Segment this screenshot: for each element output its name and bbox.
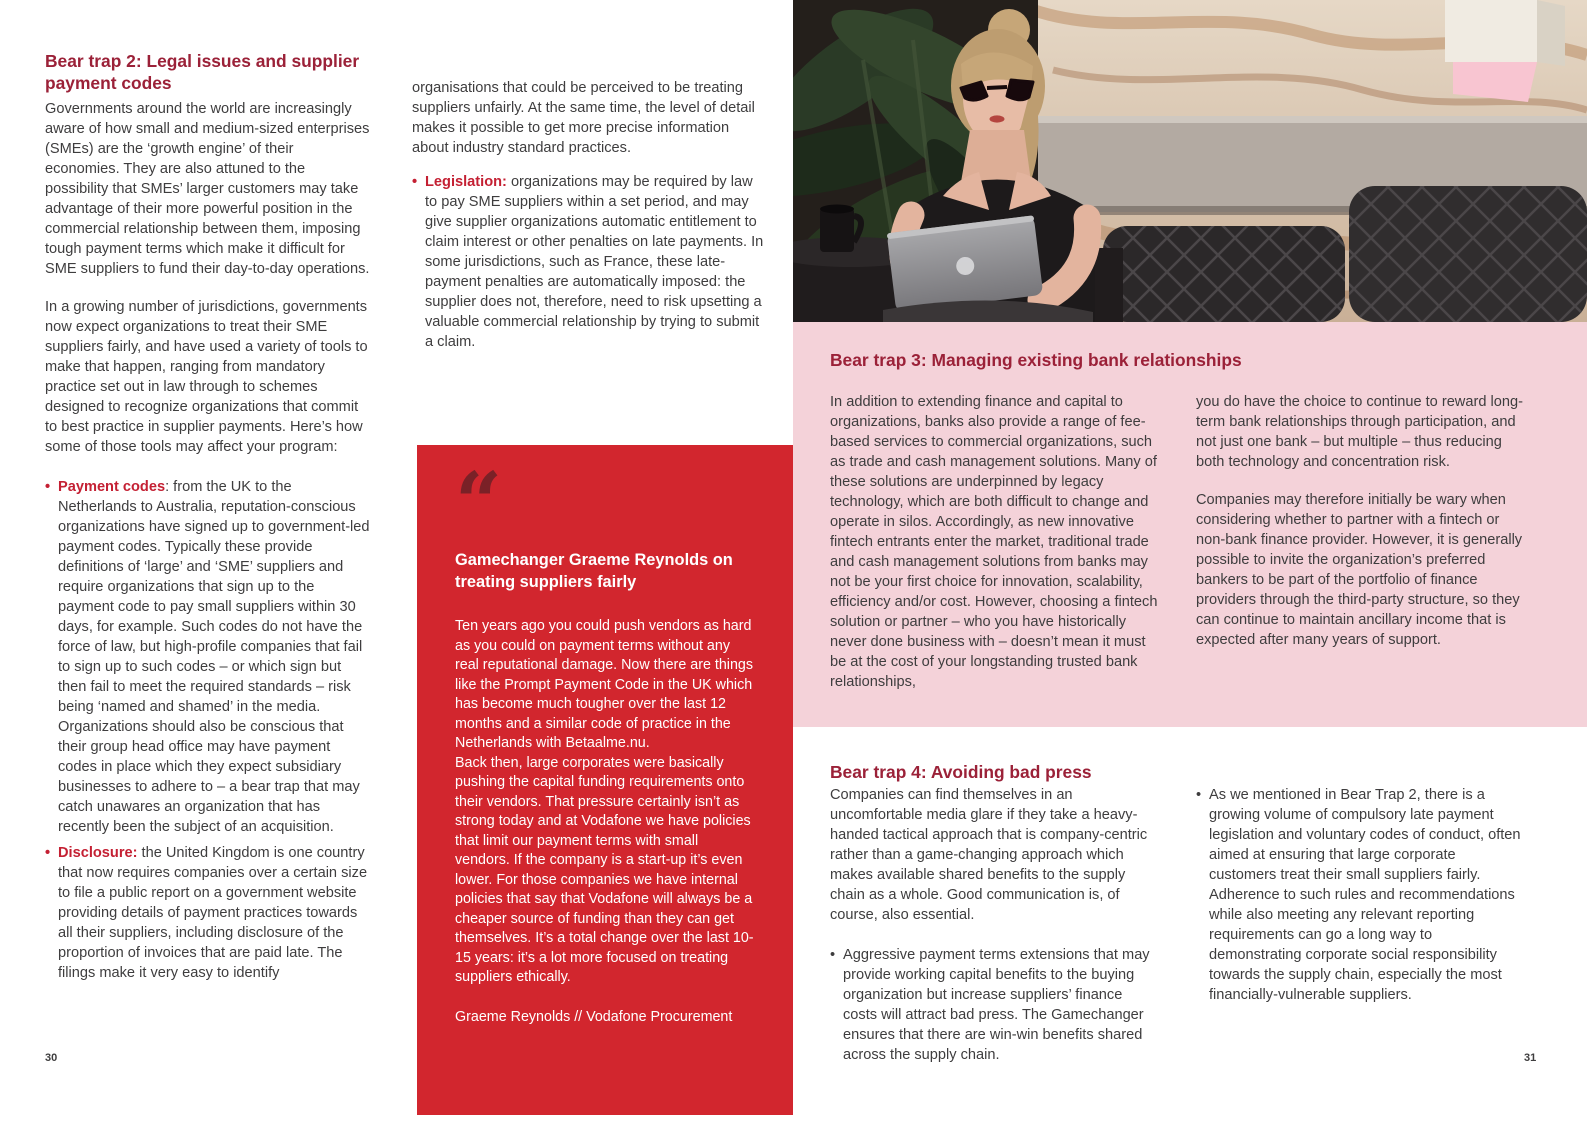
- bear-trap-3-col2-para2: Companies may therefore initially be wary when considering whether to partner with a fintech or non-bank finance provider. However, it is generally possible to invite the organization’s preferred bankers to be part of the portfolio of finance providers through the third-party structure, so they can continue to maintain ancillary income that is expected after many years of support.: [1196, 492, 1523, 648]
- bullet-legislation-lead: Legislation:: [425, 174, 507, 190]
- quote-attribution: Graeme Reynolds // Vodafone Procurement: [455, 1008, 733, 1025]
- bear-trap-3-section: [793, 322, 1587, 727]
- quote-body-para2: Back then, large corporates were basically pushing the capital funding requirements onto their vendors. That pressure certainly isn’t as strong today and at Vodafone we have policies that limit our payment terms with small vendors. If the company is a start-up it’s even lower. For those companies we have internal policies that say that Vodafone will always be a cheaper source of funding than they can get themselves. It’s a total change over the last 10-15 years: it’s a lot more focused on treating suppliers ethically.: [455, 754, 754, 985]
- bullet-marker-icon: •: [830, 947, 836, 963]
- bullet-legislation-text: organizations may be required by law to pay SME suppliers within a set period, and may give supplier organizations automatic entitlement to claim interest or other penalties on late payments. In some jurisdictions, such as France, these late-payment penalties are automatically imposed: the supplier does not, therefore, need to risk upsetting a valuable commercial relationship by trying to submit a claim.: [425, 174, 764, 350]
- bear-trap-4-col1-para: Companies can find themselves in an uncomfortable media glare if they take a heavy-handed tactical approach that is company-centric rather than a game-changing approach which makes available shared benefits to the supply chain as a whole. Good communication is, of course, also essential.: [830, 787, 1148, 923]
- bear-trap-4-col1: [830, 785, 1160, 1071]
- left-column-2: [412, 78, 764, 358]
- bear-trap-2-para2: In a growing number of jurisdictions, governments now expect organizations to treat their SME suppliers fairly, and have used a variety of tools to make that happen, ranging from mandatory practice set out in law through to schemes designed to recognize organizations that commit to best practice in supplier payments. Here’s how some of those tools may affect your program:: [45, 299, 368, 455]
- bullet-payment-codes-lead: Payment codes: [58, 479, 166, 495]
- bullet-aggressive-terms: [830, 945, 1160, 1065]
- hero-photo: [793, 0, 1587, 322]
- bear-trap-2-heading: Bear trap 2: Legal issues and supplier payment codes: [45, 51, 360, 93]
- continuation-paragraph: organisations that could be perceived to be treating suppliers unfairly. At the same time, the level of detail makes it possible to get more precise information about industry standard practices.: [412, 80, 755, 156]
- bear-trap-3-col2-para1: you do have the choice to continue to reward long-term bank relationships through participation, and not just one bank – but multiple – thus reducing both technology and concentration risk.: [1196, 394, 1523, 470]
- bear-trap-3-col1: [830, 392, 1160, 710]
- bullet-bear-trap-2-reference: [1196, 785, 1524, 1005]
- quote-body-para1: Ten years ago you could push vendors as hard as you could on payment terms without any real reputational damage. Now there are things like the Prompt Payment Code in the UK which has become much tougher over the last 12 months and a similar code of practice in the Netherlands with Betaalme.nu.: [455, 618, 754, 751]
- bullet-payment-codes: [45, 477, 372, 837]
- bullet-marker-icon: •: [412, 174, 418, 190]
- quote-heading: Gamechanger Graeme Reynolds on treating suppliers fairly: [455, 551, 733, 591]
- bullet-disclosure-text: the United Kingdom is one country that now requires companies over a certain size to file a public report on a government website providing details of payment practices towards all their suppliers, including disclosure of the proportion of invoices that are paid late. The filings make it very easy to identify: [58, 845, 368, 981]
- bear-trap-3-col1-para: In addition to extending finance and capital to organizations, banks also provide a range of fee-based services to commercial organizations, such as trade and cash management solutions. Many of these solutions are underpinned by legacy technology, which are both difficult to change and operate in silos. Accordingly, as new innovative fintech entrants enter the market, traditional trade and cash management solutions from banks may not be your first choice for innovation, scalability, efficiency and/or cost. However, choosing a fintech solution or partner – who you have historically never done business with – doesn’t mean it must be at the cost of your longstanding trusted bank relationships,: [830, 394, 1158, 690]
- bullet-disclosure: [45, 843, 372, 983]
- bullet-aggressive-terms-text: Aggressive payment terms extensions that may provide working capital benefits to the buying organization but increase suppliers’ finance costs will attract bad press. The Gamechanger ensures that there are win-win benefits shared across the supply chain.: [843, 947, 1150, 1063]
- bear-trap-4-heading: Bear trap 4: Avoiding bad press: [830, 762, 1092, 782]
- bear-trap-3-heading: Bear trap 3: Managing existing bank relationships: [830, 350, 1242, 370]
- bullet-payment-codes-text: : from the UK to the Netherlands to Australia, reputation-conscious organizations have signed up to government-led payment codes. Typically these provide definitions of ‘large’ and ‘SME’ suppliers and require organizations that sign up to the payment code to pay small suppliers within 30 days, for example. Such codes do not have the force of law, but high-profile companies that fail to sign up to such codes – or which sign but then fail to meet the required standards – risk being ‘named and shamed’ in the media. Organizations should also be conscious that their group head office may have payment codes in place which they expect subsidiary businesses to adhere to – a bear trap that may catch unawares an organization that has recently been the subject of an acquisition.: [58, 479, 370, 835]
- bear-trap-4-col2: [1196, 785, 1524, 1011]
- left-column-1: [45, 50, 372, 989]
- bear-trap-4-section: [793, 727, 1587, 1122]
- bullet-marker-icon: •: [1196, 787, 1202, 803]
- bullet-marker-icon: •: [45, 845, 51, 861]
- quote-body: [455, 617, 754, 988]
- quote-mark-icon: “: [455, 455, 499, 551]
- page-number-left: 30: [45, 1052, 58, 1064]
- hero-photo-illustration: [793, 0, 1587, 322]
- bear-trap-3-col2: [1196, 392, 1524, 668]
- page-number-right: 31: [1524, 1052, 1537, 1064]
- bear-trap-2-para1: Governments around the world are increasingly aware of how small and medium-sized enterprises (SMEs) are the ‘growth engine’ of their economies. They are also attuned to the possibility that SMEs’ larger customers may take advantage of their more powerful position in the commercial relationship between them, imposing tough payment terms which make it difficult for SME suppliers to fund their day-to-day operations.: [45, 101, 370, 277]
- quote-box: [417, 445, 794, 1115]
- bullet-bear-trap-2-reference-text: As we mentioned in Bear Trap 2, there is a growing volume of compulsory late payment legislation and voluntary codes of conduct, often aimed at ensuring that large corporate customers treat their small suppliers fairly. Adherence to such rules and recommendations while also meeting any relevant reporting requirements can go a long way to demonstrating corporate social responsibility towards the supply chain, especially the most financially-vulnerable suppliers.: [1209, 787, 1521, 1003]
- bullet-disclosure-lead: Disclosure:: [58, 845, 138, 861]
- bullet-marker-icon: •: [45, 479, 51, 495]
- bullet-legislation: [412, 172, 764, 352]
